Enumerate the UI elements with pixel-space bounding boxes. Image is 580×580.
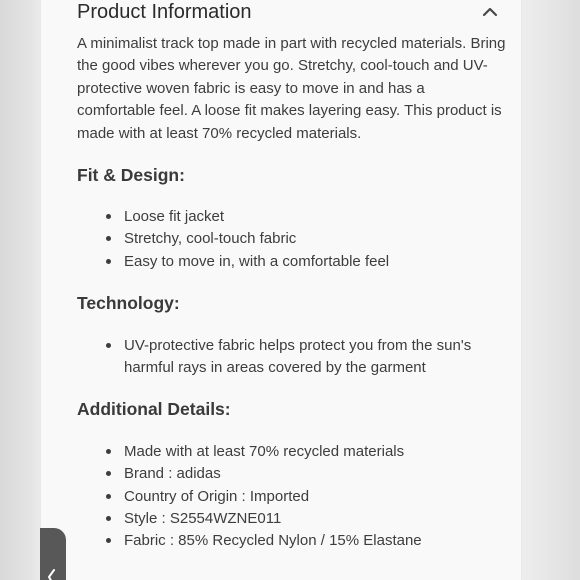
list-item: Loose fit jacket (77, 206, 497, 228)
list-item: UV-protective fabric helps protect you from the sun's harmful rays in areas covered by the garment (77, 335, 497, 380)
list-item: Fabric : 85% Recycled Nylon / 15% Elastane (77, 530, 497, 552)
product-information-panel (40, 0, 522, 580)
fit-design-list (77, 206, 497, 273)
list-item: Style : S2554WZNE011 (77, 508, 497, 530)
additional-details-heading: Additional Details: (77, 399, 231, 419)
back-button[interactable] (40, 528, 66, 580)
section-title: Product Information (77, 1, 252, 23)
chevron-up-icon[interactable] (481, 3, 499, 19)
list-item: Country of Origin : Imported (77, 486, 497, 508)
list-item: Easy to move in, with a comfortable feel (77, 251, 497, 273)
product-information-header[interactable] (77, 0, 502, 26)
technology-heading: Technology: (77, 293, 180, 313)
list-item: Made with at least 70% recycled materials (77, 441, 497, 463)
list-item: Brand : adidas (77, 463, 497, 485)
list-item: Stretchy, cool-touch fabric (77, 228, 497, 250)
technology-list (77, 335, 497, 380)
additional-details-list (77, 441, 497, 552)
product-description: A minimalist track top made in part with recycled materials. Bring the good vibes wherever you go. Stretchy, cool-touch and UV-protective woven fabric is easy to move in and has a comfortable feel. A loose fit makes layering easy. This product is made with at least 70% recycled materials. (77, 35, 506, 142)
fit-design-heading: Fit & Design: (77, 165, 185, 185)
